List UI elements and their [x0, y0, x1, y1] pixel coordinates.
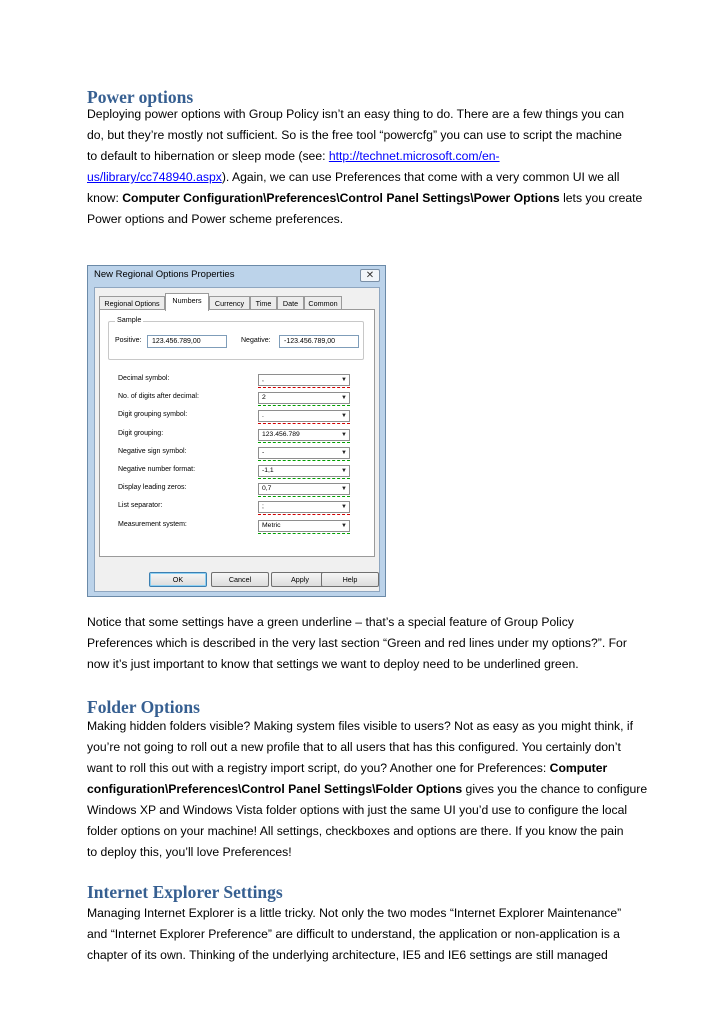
- dropdown-value: Metric: [262, 522, 281, 529]
- apply-button[interactable]: Apply: [271, 572, 329, 587]
- paragraph-line: [87, 760, 607, 776]
- chevron-down-icon[interactable]: ▼: [341, 486, 347, 492]
- setting-dropdown[interactable]: [258, 483, 350, 495]
- help-button[interactable]: Help: [321, 572, 379, 587]
- positive-label: Positive:: [115, 337, 142, 344]
- tab-numbers[interactable]: Numbers: [165, 293, 209, 311]
- sample-label: Sample: [117, 315, 142, 324]
- dialog-title: New Regional Options Properties: [94, 269, 235, 280]
- dropdown-value: ;: [262, 503, 264, 510]
- folder-options-path-continued: configuration\Preferences\Control Panel Settings\Folder Options: [87, 782, 463, 796]
- setting-label: Negative sign symbol:: [118, 448, 187, 455]
- paragraph-line: folder options on your machine! All settings, checkboxes and options are there. If you know the pain: [87, 824, 624, 838]
- setting-dropdown[interactable]: [258, 392, 350, 404]
- paragraph-line: Preferences which is described in the very last section “Green and red lines under my options?”. For: [87, 636, 627, 650]
- text-run: know:: [87, 191, 123, 205]
- heading-power-options: Power options: [87, 87, 194, 107]
- green-underline: [258, 460, 350, 461]
- setting-label: No. of digits after decimal:: [118, 393, 199, 400]
- dropdown-value: 2: [262, 394, 266, 401]
- setting-dropdown[interactable]: [258, 501, 350, 513]
- green-underline: [258, 442, 350, 443]
- dropdown-value: -: [262, 449, 265, 456]
- tab-common[interactable]: Common: [304, 296, 342, 310]
- setting-label: Digit grouping symbol:: [118, 411, 188, 418]
- regional-options-dialog: [87, 265, 386, 597]
- text-run: lets you create: [559, 191, 643, 205]
- setting-label: Digit grouping:: [118, 430, 164, 437]
- dropdown-value: .: [262, 412, 264, 419]
- paragraph-line: chapter of its own. Thinking of the underlying architecture, IE5 and IE6 settings are still managed: [87, 948, 608, 962]
- text-run: ). Again, we can use Preferences that come with a very common UI we all: [221, 170, 620, 184]
- chevron-down-icon[interactable]: ▼: [341, 432, 347, 438]
- dropdown-value: -1,1: [262, 467, 274, 474]
- red-underline: [258, 423, 350, 424]
- setting-dropdown[interactable]: [258, 465, 350, 477]
- chevron-down-icon[interactable]: ▼: [341, 450, 347, 456]
- text-run: want to roll this out with a registry import script, do you? Another one for Preferences:: [87, 761, 550, 775]
- green-underline: [258, 496, 350, 497]
- tab-currency[interactable]: Currency: [209, 296, 250, 310]
- chevron-down-icon[interactable]: ▼: [341, 504, 347, 510]
- paragraph-line: do, but they’re mostly not sufficient. So is the free tool “powercfg” you can use to script the machine: [87, 128, 622, 142]
- folder-options-path: Computer: [549, 761, 608, 775]
- setting-label: List separator:: [118, 502, 163, 509]
- chevron-down-icon[interactable]: ▼: [341, 523, 347, 529]
- technet-link[interactable]: http://technet.microsoft.com/en-: [328, 149, 500, 163]
- paragraph-line: Windows XP and Windows Vista folder options with just the same UI you’d use to configure the local: [87, 803, 628, 817]
- paragraph-line: [87, 190, 642, 206]
- setting-label: Measurement system:: [118, 521, 187, 528]
- paragraph-line: Notice that some settings have a green underline – that’s a special feature of Group Policy: [87, 615, 574, 629]
- setting-label: Display leading zeros:: [118, 484, 187, 491]
- dialog-client-area: [94, 287, 380, 592]
- paragraph-line: and “Internet Explorer Preference” are difficult to understand, the application or non-application is a: [87, 927, 620, 941]
- red-underline: [258, 387, 350, 388]
- numbers-tab-panel: [99, 309, 375, 557]
- tab-time[interactable]: Time: [250, 296, 277, 310]
- dropdown-value: 123.456.789: [262, 431, 300, 438]
- setting-dropdown[interactable]: [258, 520, 350, 532]
- heading-internet-explorer-settings: Internet Explorer Settings: [87, 882, 283, 902]
- heading-folder-options: Folder Options: [87, 697, 200, 717]
- positive-sample-field: 123.456.789,00: [147, 335, 227, 348]
- cancel-button[interactable]: Cancel: [211, 572, 269, 587]
- paragraph-line: Power options and Power scheme preferences.: [87, 212, 344, 226]
- setting-dropdown[interactable]: [258, 447, 350, 459]
- tab-regional-options[interactable]: Regional Options: [99, 296, 165, 310]
- dropdown-value: ,: [262, 376, 264, 383]
- negative-label: Negative:: [241, 337, 271, 344]
- sample-groupbox: [108, 315, 364, 360]
- green-underline: [258, 405, 350, 406]
- paragraph-line: Making hidden folders visible? Making system files visible to users? Not as easy as you might think, if: [87, 719, 633, 733]
- green-underline: [258, 533, 350, 534]
- chevron-down-icon[interactable]: ▼: [341, 395, 347, 401]
- power-options-path: Computer Configuration\Preferences\Control Panel Settings\Power Options: [122, 191, 560, 205]
- ok-button[interactable]: OK: [149, 572, 207, 587]
- green-underline: [258, 478, 350, 479]
- close-icon[interactable]: ✕: [360, 269, 380, 282]
- tab-date[interactable]: Date: [277, 296, 304, 310]
- setting-dropdown[interactable]: [258, 374, 350, 386]
- text-run: gives you the chance to configure: [462, 782, 648, 796]
- paragraph-line: now it’s just important to know that settings we want to deploy need to be underlined green.: [87, 657, 579, 671]
- red-underline: [258, 514, 350, 515]
- setting-label: Decimal symbol:: [118, 375, 170, 382]
- technet-link-continued[interactable]: us/library/cc748940.aspx: [87, 170, 222, 184]
- paragraph-line: [87, 169, 619, 185]
- setting-label: Negative number format:: [118, 466, 196, 473]
- setting-dropdown[interactable]: [258, 410, 350, 422]
- paragraph-line: you’re not going to roll out a new profile that to all users that has this configured. You certainly don’t: [87, 740, 621, 754]
- text-run: to default to hibernation or sleep mode (see:: [87, 149, 329, 163]
- chevron-down-icon[interactable]: ▼: [341, 413, 347, 419]
- paragraph-line: Managing Internet Explorer is a little tricky. Not only the two modes “Internet Explorer Maintenance”: [87, 906, 622, 920]
- negative-sample-field: -123.456.789,00: [279, 335, 359, 348]
- paragraph-line: to deploy this, you’ll love Preferences!: [87, 845, 292, 859]
- dropdown-value: 0,7: [262, 485, 272, 492]
- paragraph-line: [87, 148, 500, 164]
- paragraph-line: [87, 781, 647, 797]
- setting-dropdown[interactable]: [258, 429, 350, 441]
- chevron-down-icon[interactable]: ▼: [341, 377, 347, 383]
- chevron-down-icon[interactable]: ▼: [341, 468, 347, 474]
- paragraph-line: Deploying power options with Group Policy isn’t an easy thing to do. There are a few things you can: [87, 107, 625, 121]
